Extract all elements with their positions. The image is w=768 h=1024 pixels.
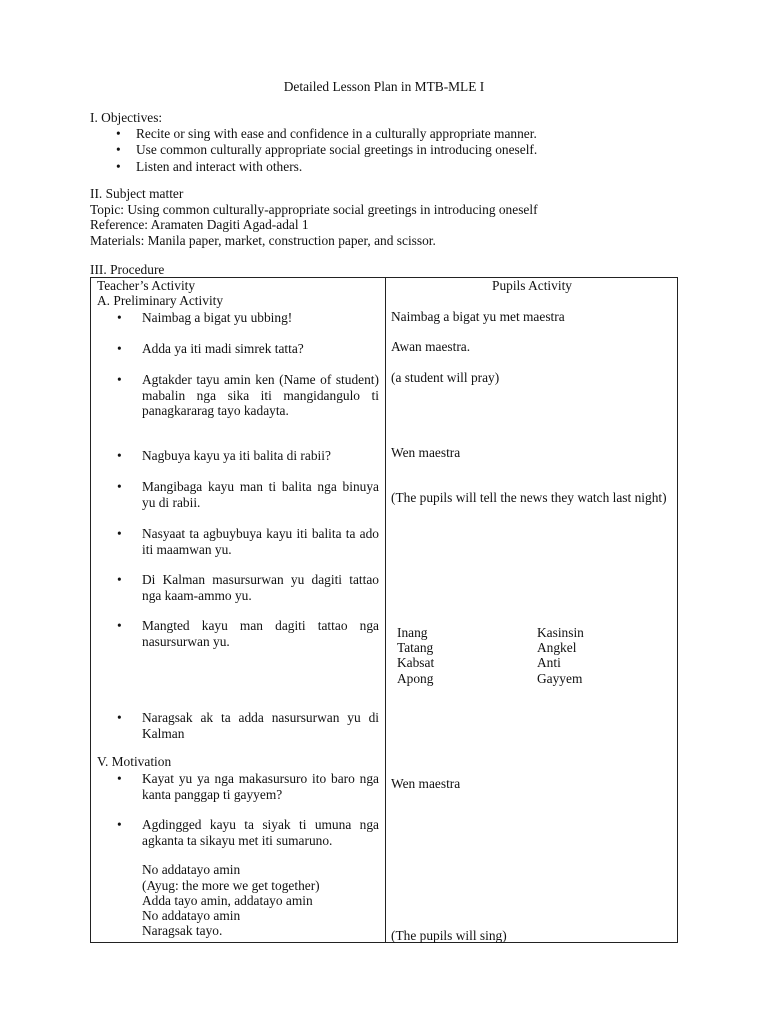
pupil-response: Wen maestra bbox=[391, 776, 461, 791]
song-line: (Ayug: the more we get together) bbox=[142, 878, 320, 893]
document-title: Detailed Lesson Plan in MTB-MLE I bbox=[283, 79, 485, 94]
bullet-icon: • bbox=[116, 158, 121, 174]
bullet-icon: • bbox=[117, 479, 122, 494]
bullet-icon: • bbox=[117, 572, 122, 587]
teacher-item: • Adda ya iti madi simrek tatta? bbox=[117, 341, 304, 356]
family-word: Kabsat bbox=[397, 655, 435, 670]
family-word: Apong bbox=[397, 671, 434, 686]
bullet-icon: • bbox=[116, 125, 121, 141]
objective-item: • Recite or sing with ease and confidence in a culturally appropriate manner. bbox=[116, 125, 537, 141]
motivation-item: • Agdingged kayu ta siyak ti umuna nga agkanta ta sikayu met iti sumaruno. bbox=[117, 817, 379, 848]
family-word: Gayyem bbox=[537, 671, 583, 686]
bullet-icon: • bbox=[117, 526, 122, 541]
objectives-list bbox=[90, 126, 690, 176]
bullet-icon: • bbox=[117, 448, 122, 463]
song-line: No addatayo amin bbox=[142, 862, 241, 877]
section-motivation: V. Motivation bbox=[97, 754, 172, 769]
teacher-item: • Di Kalman masursurwan yu dagiti tattao nga kaam-ammo yu. bbox=[117, 572, 379, 603]
subject-matter-section bbox=[90, 186, 690, 248]
pupil-response: Awan maestra. bbox=[391, 339, 471, 354]
subject-matter-heading: II. Subject matter bbox=[90, 186, 184, 201]
teacher-activity-header: Teacher’s Activity bbox=[97, 278, 196, 293]
song-line: No addatayo amin bbox=[142, 908, 241, 923]
pupil-response: (a student will pray) bbox=[391, 370, 500, 385]
bullet-icon: • bbox=[117, 341, 122, 356]
teacher-item: • Nasyaat ta agbuybuya kayu iti balita ta ado iti maamwan yu. bbox=[117, 526, 379, 557]
objectives-section bbox=[90, 110, 690, 175]
subject-topic: Topic: Using common culturally-appropriate social greetings in introducing oneself bbox=[90, 201, 538, 217]
family-word: Anti bbox=[537, 655, 561, 670]
bullet-icon: • bbox=[117, 310, 122, 325]
teacher-item: • Nagbuya kayu ya iti balita di rabii? bbox=[117, 448, 331, 463]
family-word: Angkel bbox=[537, 640, 577, 655]
pupil-response: Naimbag a bigat yu met maestra bbox=[391, 309, 565, 324]
song-line: Adda tayo amin, addatayo amin bbox=[142, 893, 313, 908]
pupil-response: (The pupils will sing) bbox=[391, 928, 507, 943]
bullet-icon: • bbox=[116, 142, 121, 157]
procedure-table bbox=[90, 277, 678, 943]
family-word: Tatang bbox=[397, 640, 434, 655]
teacher-item: • Mangted kayu man dagiti tattao nga nasursurwan yu. bbox=[117, 618, 379, 649]
column-divider bbox=[385, 278, 386, 942]
teacher-item: • Naimbag a bigat yu ubbing! bbox=[117, 310, 293, 325]
pupils-activity-header: Pupils Activity bbox=[492, 278, 572, 293]
family-word: Kasinsin bbox=[537, 625, 584, 640]
teacher-item: • Agtakder tayu amin ken (Name of student) mabalin nga sika iti mangidangulo ti panagkararag tayo kadayta. bbox=[117, 372, 379, 418]
objectives-heading: I. Objectives: bbox=[90, 110, 163, 125]
section-preliminary-activity: A. Preliminary Activity bbox=[97, 293, 224, 308]
motivation-item: • Kayat yu ya nga makasursuro ito baro nga kanta panggap ti gayyem? bbox=[117, 771, 379, 802]
bullet-icon: • bbox=[117, 710, 122, 725]
family-word: Inang bbox=[397, 625, 428, 640]
procedure-heading: III. Procedure bbox=[90, 262, 165, 277]
objective-item: • Use common culturally appropriate social greetings in introducing oneself. bbox=[116, 142, 538, 157]
song-line: Naragsak tayo. bbox=[142, 923, 223, 938]
pupil-response: Wen maestra bbox=[391, 445, 461, 460]
bullet-icon: • bbox=[117, 372, 122, 387]
subject-reference: Reference: Aramaten Dagiti Agad-adal 1 bbox=[90, 217, 309, 232]
bullet-icon: • bbox=[117, 817, 122, 832]
teacher-item: • Mangibaga kayu man ti balita nga binuya yu di rabii. bbox=[117, 479, 379, 510]
objective-item: • Listen and interact with others. bbox=[116, 158, 303, 174]
teacher-item: • Naragsak ak ta adda nasursurwan yu di Kalman bbox=[117, 710, 379, 741]
pupil-response: (The pupils will tell the news they watch last night) bbox=[391, 490, 667, 505]
bullet-icon: • bbox=[117, 771, 122, 786]
subject-materials: Materials: Manila paper, market, construction paper, and scissor. bbox=[90, 232, 436, 248]
bullet-icon: • bbox=[117, 618, 122, 633]
